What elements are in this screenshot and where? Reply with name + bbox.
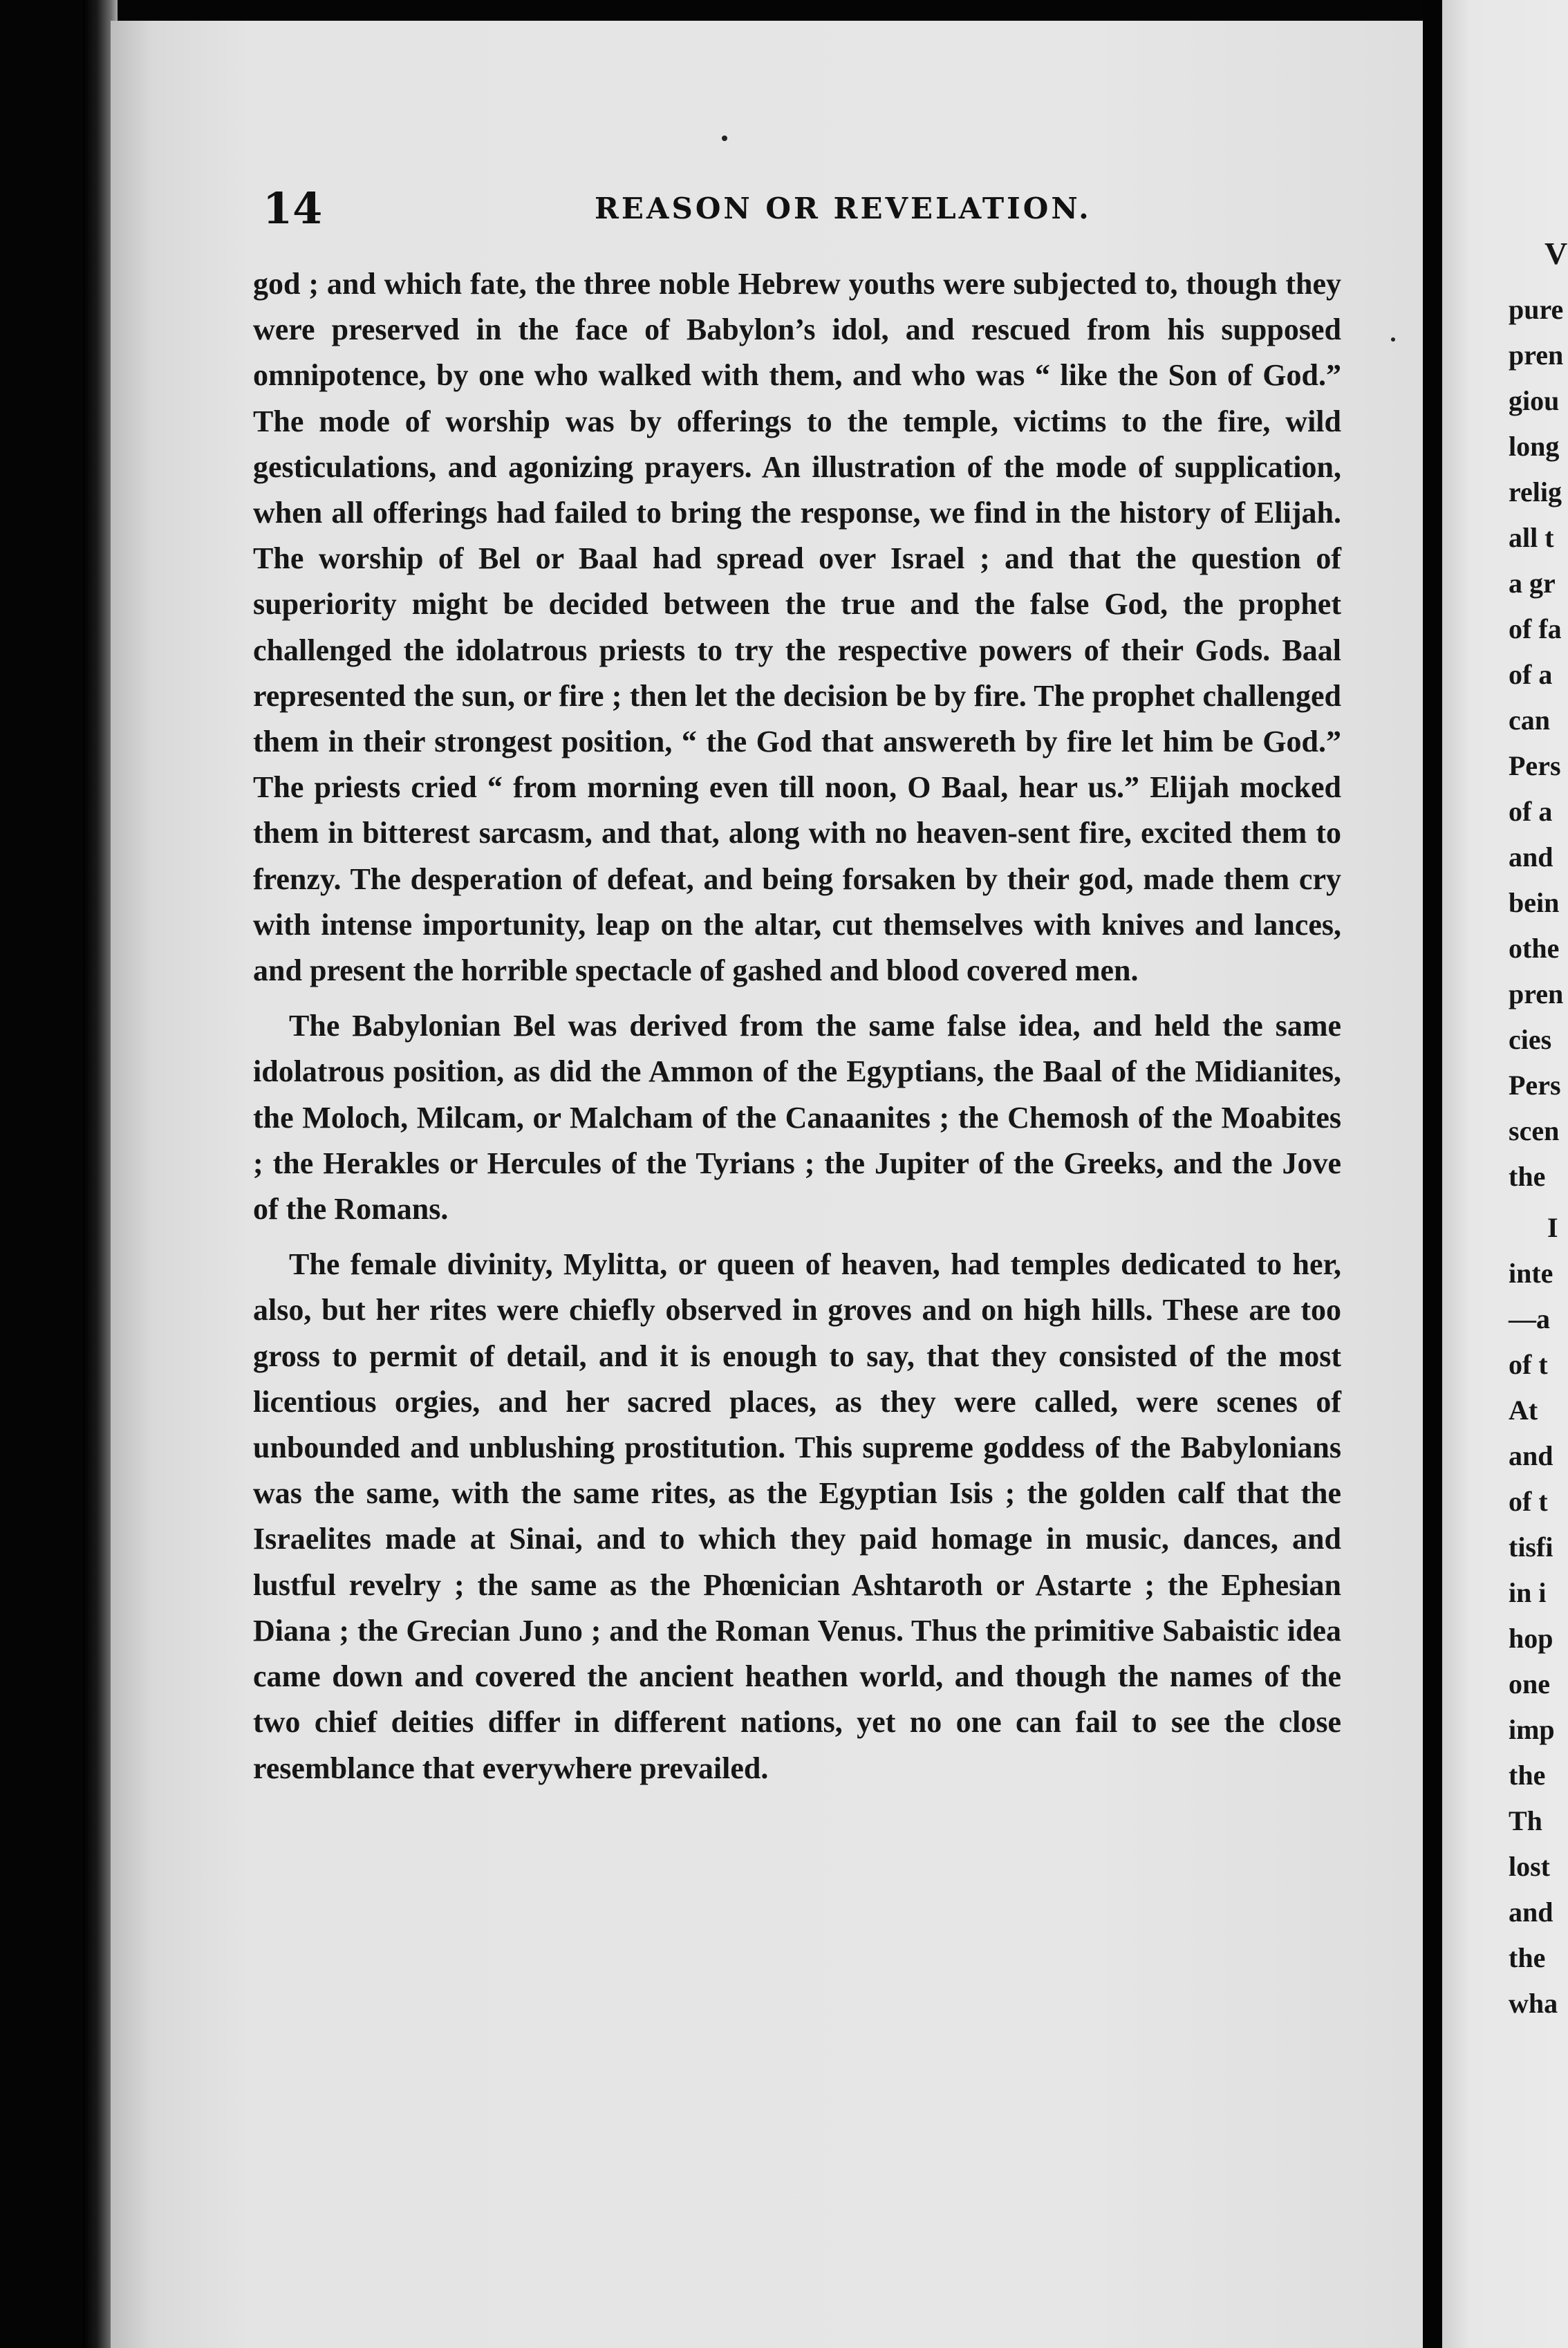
facing-text-fragment: can <box>1509 705 1550 736</box>
facing-text-fragment: and <box>1509 1440 1553 1471</box>
facing-text-fragment: V <box>1544 236 1568 271</box>
facing-text-fragment: Th <box>1509 1805 1542 1836</box>
facing-text-fragment: of t <box>1509 1486 1548 1517</box>
facing-text-fragment: imp <box>1509 1714 1555 1745</box>
facing-page-fragment <box>1442 0 1568 2348</box>
facing-text-fragment: of a <box>1509 659 1553 690</box>
facing-text-fragment: the <box>1509 1942 1546 1973</box>
facing-text-fragment: of t <box>1509 1349 1548 1380</box>
facing-text-fragment: scen <box>1509 1115 1560 1146</box>
facing-text-fragment: and <box>1509 841 1553 873</box>
facing-text-fragment: of fa <box>1509 613 1562 644</box>
facing-text-fragment: and <box>1509 1897 1553 1928</box>
facing-text-fragment: —a <box>1509 1303 1550 1334</box>
facing-text-fragment: wha <box>1509 1988 1558 2019</box>
facing-text-fragment: relig <box>1509 476 1562 507</box>
facing-text-fragment: lost <box>1509 1851 1550 1882</box>
facing-text-fragment: othe <box>1509 933 1560 964</box>
facing-text-fragment: in i <box>1509 1577 1547 1608</box>
facing-text-fragment: inte <box>1509 1258 1553 1289</box>
facing-text-fragment: pren <box>1509 978 1564 1009</box>
facing-text-fragment: cies <box>1509 1024 1552 1055</box>
page-number: 14 <box>263 183 323 234</box>
body-text <box>253 261 1341 1791</box>
facing-text-fragment: the <box>1509 1161 1546 1192</box>
facing-text-fragment: Pers <box>1509 750 1561 781</box>
facing-text-fragment: of a <box>1509 796 1553 827</box>
facing-text-fragment: the <box>1509 1760 1546 1791</box>
ink-speck <box>722 136 727 141</box>
facing-text-fragment: bein <box>1509 887 1560 918</box>
facing-text-fragment: one <box>1509 1668 1550 1699</box>
facing-text-fragment: long <box>1509 431 1560 462</box>
paragraph: The Babylonian Bel was derived from the same false idea, and held the same idolatrous position, as did the Ammon of the Egyptians, the Baal of the Midianites, the Moloch, Milcam, or Malcham of the Canaanites ; the Chemosh of the Moabites ; the Herakles or Hercules of the Tyrians ; the Jupiter of the Greeks, and the Jove of the Romans. <box>253 1009 1341 1227</box>
facing-text-fragment: pren <box>1509 339 1564 371</box>
ink-speck <box>1391 337 1395 342</box>
facing-text-fragment: tisfi <box>1509 1531 1553 1563</box>
page-gutter <box>1423 0 1442 2348</box>
running-head: REASON OR REVELATION. <box>595 192 1092 225</box>
paragraph: god ; and which fate, the three noble Hebrew youths were subjected to, though they were preserved in the face of Babylon’s idol, and rescued from his supposed omnipotence, by one who walked with them, and who was “ like the Son of God.” The mode of worship was by offerings to the temple, victims to the fire, wild gesticulations, and agonizing prayers. An illustration of the mode of supplication, when all offerings had failed to bring the response, we find in the history of Elijah. The worship of Bel or Baal had spread over Israel ; and that the question of superiority might be decided between the true and the false God, the prophet challenged the idolatrous priests to try the respective powers of their Gods. Baal represented the sun, or fire ; then let the decision be by fire. The prophet challenged them in their strongest position, “ the God that answereth by fire let him be God.” The priests cried “ from morning even till noon, O Baal, hear us.” Elijah mocked them in bitterest sarcasm, and that, along with no heaven-sent fire, excited them to frenzy. The desperation of defeat, and being forsaken by their god, made them cry with intense importunity, leap on the altar, cut themselves with knives and lances, and present the horrible spectacle of gashed and blood covered men. <box>253 267 1341 988</box>
facing-text-fragment: pure <box>1509 294 1564 325</box>
facing-text-fragment: all t <box>1509 522 1554 553</box>
paragraph: The female divinity, Mylitta, or queen of heaven, had temples dedicated to her, also, but her rites were chiefly observed in groves and on high hills. These are too gross to permit of detail, and it is enough to say, that they consisted of the most licentious orgies, and her sacred places, as they were called, were scenes of unbounded and unblushing prostitution. This supreme goddess of the Babylonians was the same, with the same rites, as the Egyptian Isis ; the golden calf that the Israelites made at Sinai, and to which they paid homage in music, dances, and lustful revelry ; the same as the Phœnician Ashtaroth or Astarte ; the Ephesian Diana ; the Grecian Juno ; and the Roman Venus. Thus the primitive Sabaistic idea came down and covered the ancient heathen world, and though the names of the two chief deities differ in different nations, yet no one can fail to see the close resemblance that everywhere prevailed. <box>253 1247 1341 1785</box>
facing-text-fragment: Pers <box>1509 1070 1561 1101</box>
facing-text-fragment: hop <box>1509 1623 1553 1654</box>
facing-text-fragment: giou <box>1509 385 1560 416</box>
facing-text-fragment: a gr <box>1509 568 1556 599</box>
facing-text-fragment: At <box>1509 1395 1538 1426</box>
facing-text-fragment: I <box>1547 1212 1558 1243</box>
